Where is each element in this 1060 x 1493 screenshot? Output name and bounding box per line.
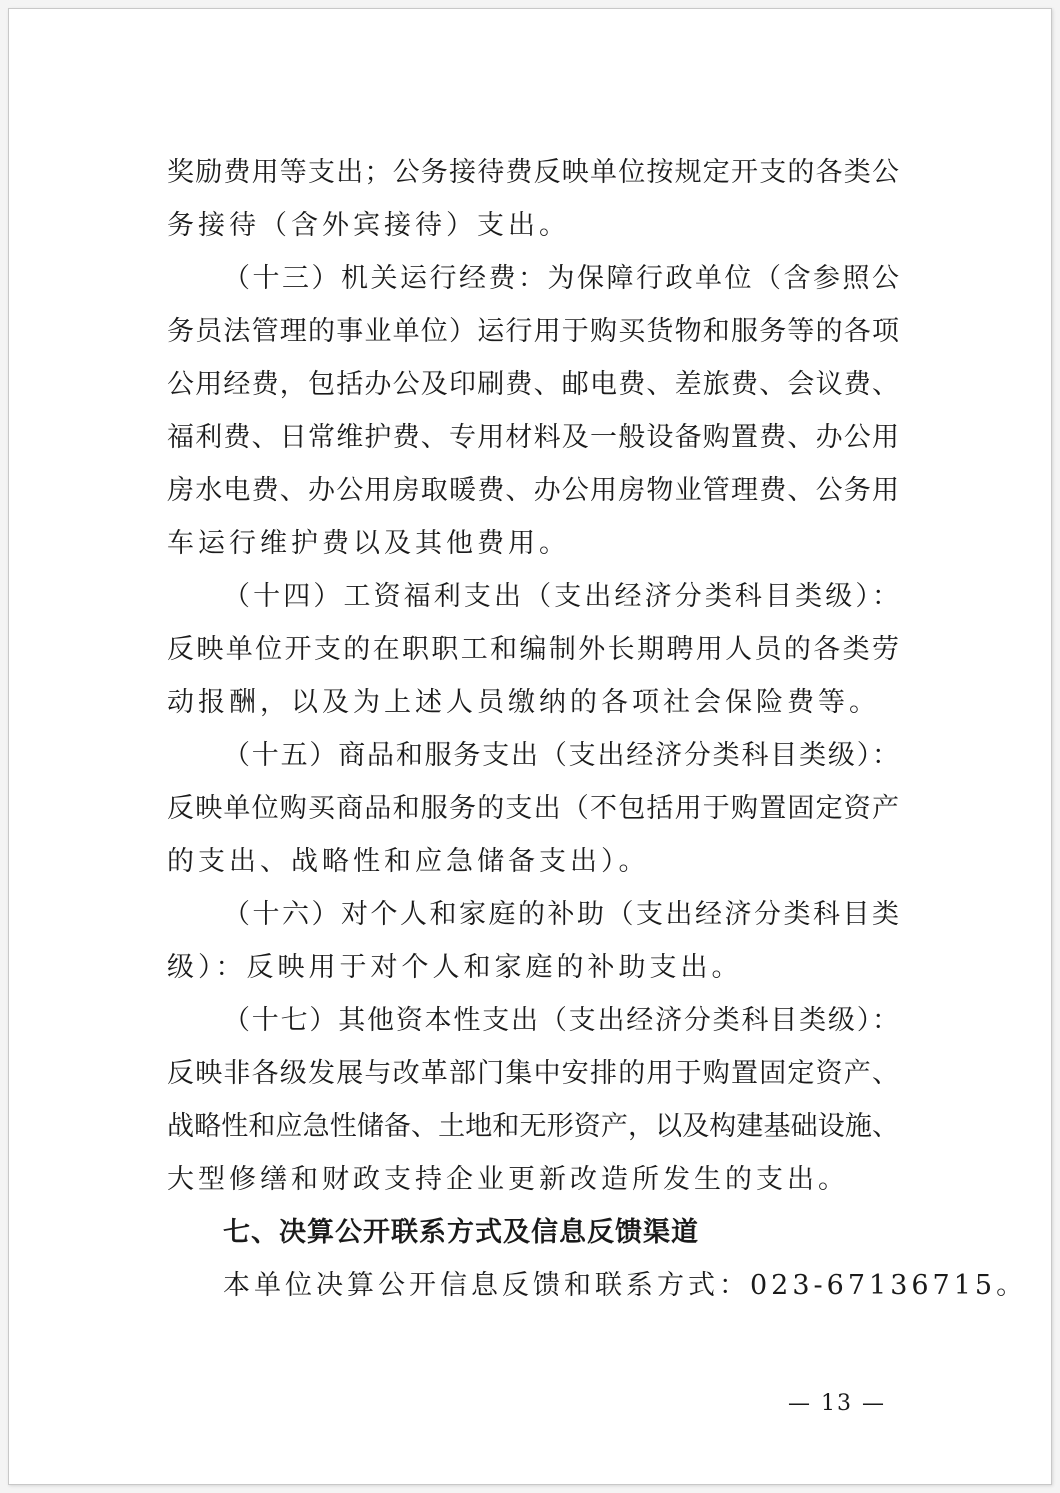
text-line: 反映单位购买商品和服务的支出（不包括用于购置固定资产 — [167, 793, 899, 824]
contact-line: 本单位决算公开信息反馈和联系方式：023-67136715。 — [223, 1270, 1028, 1301]
text-line: 动报酬，以及为上述人员缴纳的各项社会保险费等。 — [167, 687, 880, 718]
text-line: 务接待（含外宾接待）支出。 — [167, 210, 570, 241]
text-line: （十五）商品和服务支出（支出经济分类科目类级）： — [223, 740, 899, 771]
section-heading: 七、决算公开联系方式及信息反馈渠道 — [223, 1217, 699, 1248]
text-line: 反映非各级发展与改革部门集中安排的用于购置固定资产、 — [167, 1058, 899, 1089]
text-line: 房水电费、办公用房取暖费、办公用房物业管理费、公务用 — [167, 475, 899, 506]
text-line: 务员法管理的事业单位）运行用于购买货物和服务等的各项 — [167, 316, 899, 347]
text-line: 级）：反映用于对个人和家庭的补助支出。 — [167, 952, 743, 983]
text-line: 奖励费用等支出；公务接待费反映单位按规定开支的各类公 — [167, 157, 899, 188]
document-page — [8, 8, 1052, 1485]
text-line: 的支出、战略性和应急储备支出）。 — [167, 846, 650, 877]
text-line: 大型修缮和财政支持企业更新改造所发生的支出。 — [167, 1164, 849, 1195]
text-line: （十七）其他资本性支出（支出经济分类科目类级）： — [223, 1005, 899, 1036]
text-line: （十六）对个人和家庭的补助（支出经济分类科目类 — [223, 899, 899, 930]
page-number: — 13 — — [788, 1391, 886, 1416]
text-line: （十三）机关运行经费：为保障行政单位（含参照公 — [223, 263, 899, 294]
text-line: 福利费、日常维护费、专用材料及一般设备购置费、办公用 — [167, 422, 899, 453]
page-body — [167, 146, 1028, 1312]
text-line: 公用经费，包括办公及印刷费、邮电费、差旅费、会议费、 — [167, 369, 899, 400]
text-line: 车运行维护费以及其他费用。 — [167, 528, 570, 559]
text-line: 反映单位开支的在职职工和编制外长期聘用人员的各类劳 — [167, 634, 899, 665]
text-line: 战略性和应急性储备、土地和无形资产，以及构建基础设施、 — [167, 1111, 899, 1142]
text-line: （十四）工资福利支出（支出经济分类科目类级）： — [223, 581, 899, 612]
